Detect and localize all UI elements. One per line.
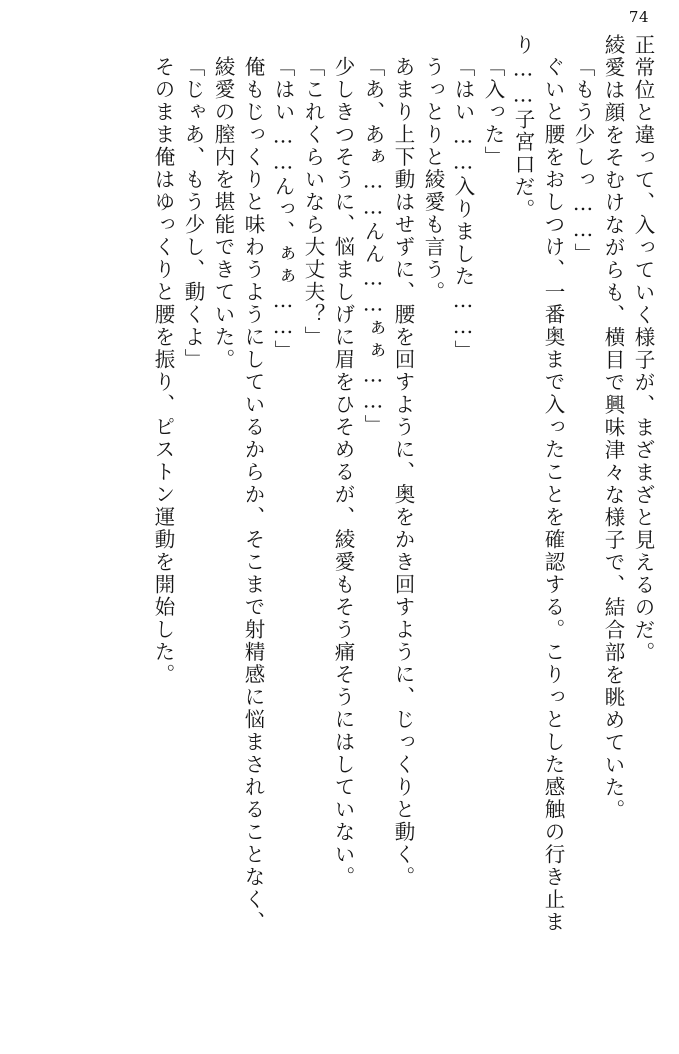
page-number: 74 <box>628 8 649 26</box>
text-column: ぐいと腰をおしつけ、一番奥まで入ったことを確認する。こりっとした感触の行き止ま <box>541 56 565 934</box>
text-column: 「あ、あぁ……んん……ぁぁ……」 <box>361 56 385 437</box>
text-column: 正常位と違って、入っていく様子が、まざまざと見えるのだ。 <box>631 34 655 664</box>
text-column: 少しきつそうに、悩ましげに眉をひそめるが、綾愛もそう痛そうにはしていない。 <box>331 56 355 889</box>
text-column: 綾愛は顔をそむけながらも、横目で興味津々な様子で、結合部を眺めていた。 <box>601 34 625 822</box>
text-column: 「これくらいなら大丈夫？」 <box>301 56 325 349</box>
text-column: 「もう少しっ……」 <box>571 56 595 266</box>
text-column: そのまま俺はゆっくりと腰を振り、ピストン運動を開始した。 <box>151 56 175 686</box>
text-column: 綾愛の膣内を堪能できていた。 <box>211 56 235 371</box>
text-column: 俺もじっくりと味わうようにしているからか、そこまで射精感に悩まされることなく、 <box>241 56 265 934</box>
vertical-text-body <box>26 34 653 1032</box>
text-column: うっとりと綾愛も言う。 <box>421 56 445 304</box>
text-column: 「入った」 <box>481 56 505 169</box>
text-column: 「じゃあ、もう少し、動くよ」 <box>181 56 205 371</box>
text-column: り……子宮口だ。 <box>511 34 535 221</box>
text-column: 「はい……入りました……」 <box>451 56 475 363</box>
text-column: あまり上下動はせずに、腰を回すように、奥をかき回すように、じっくりと動く。 <box>391 56 415 889</box>
text-column: 「はい……んっ、ぁぁ……」 <box>271 56 295 363</box>
